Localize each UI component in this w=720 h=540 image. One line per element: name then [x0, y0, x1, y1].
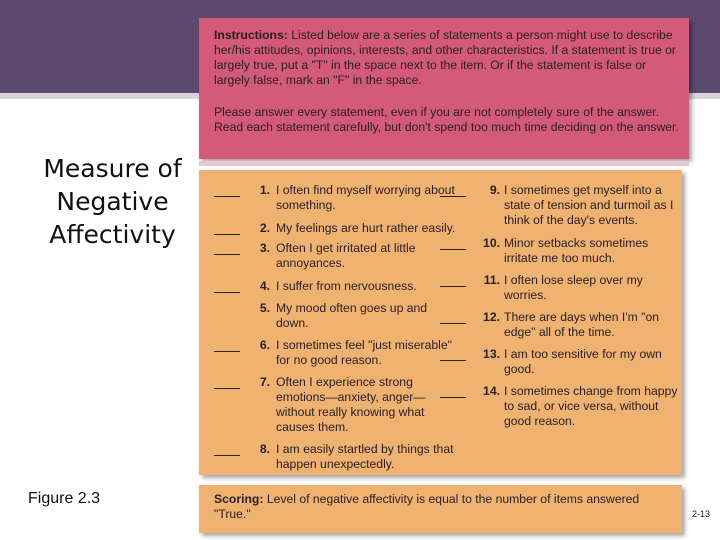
item-number: 5.	[259, 301, 270, 315]
item-number: 13.	[483, 347, 500, 361]
item-text: My feelings are hurt rather easily.	[276, 221, 456, 235]
item-text: I am too sensitive for my own good.	[504, 347, 662, 376]
item-number: 3.	[259, 241, 270, 255]
item-text: Often I get irritated at little annoyances.	[276, 241, 416, 270]
answer-blank	[440, 310, 466, 324]
items-panel	[199, 170, 682, 475]
item-text: I sometimes feel "just miserable" for no good reason.	[276, 338, 452, 367]
answer-blank	[214, 442, 240, 456]
item-text: My mood often goes up and down.	[276, 301, 428, 330]
answer-blank	[440, 384, 466, 398]
answer-blank	[214, 338, 240, 352]
item-number: 7.	[259, 375, 270, 389]
instructions-text: Listed below are a series of statements a person might use to describe her/his attitudes, opinions, interests, and other characteristics. If a statement is true or largely true, put a "T" in the space next to the item. Or if the statement is false or largely false, mark an "F" in the space.	[214, 28, 676, 87]
answer-blank	[440, 183, 466, 197]
item-number: 10.	[483, 236, 500, 250]
answer-blank	[214, 241, 240, 255]
instructions-paragraph	[214, 28, 679, 88]
scoring-heading: Scoring:	[214, 492, 264, 506]
answer-blank	[440, 273, 466, 287]
item-number: 8.	[259, 442, 270, 456]
item-number: 14.	[483, 384, 500, 398]
answer-blank	[214, 375, 240, 389]
item-number: 12.	[483, 310, 500, 324]
item-number: 6.	[259, 338, 270, 352]
scoring-panel	[199, 485, 682, 533]
instructions-paragraph-2: Please answer every statement, even if you are not completely sure of the answer. Read each statement carefully, but don't spend too much time deciding on the answer.	[214, 105, 679, 134]
item-number: 11.	[483, 273, 500, 287]
instructions-underline	[199, 161, 689, 166]
figure-caption: Figure 2.3	[28, 490, 101, 507]
item-text: I suffer from nervousness.	[276, 279, 417, 293]
item-text: There are days when I'm "on edge" all of the time.	[504, 310, 660, 339]
instructions-panel	[199, 18, 689, 159]
item-text: I sometimes change from happy to sad, or vice versa, without good reason.	[504, 384, 678, 428]
instructions-heading: Instructions:	[214, 28, 288, 42]
answer-blank	[440, 347, 466, 361]
item-text: I often lose sleep over my worries.	[504, 273, 643, 302]
page-number: 2-13	[692, 509, 711, 519]
item-text: I sometimes get myself into a state of tension and turmoil as I think of the day's events.	[504, 183, 674, 227]
answer-blank	[214, 279, 240, 293]
answer-blank	[440, 236, 466, 250]
item-number: 1.	[259, 183, 270, 197]
item-text: Minor setbacks sometimes irritate me too much.	[504, 236, 649, 265]
item-number: 9.	[489, 183, 500, 197]
slide-title	[20, 152, 205, 251]
scoring-paragraph	[214, 492, 674, 522]
title-line: Affectivity	[49, 220, 176, 249]
title-line: Measure of	[43, 154, 182, 183]
answer-blank	[214, 183, 240, 197]
answer-blank	[214, 221, 240, 235]
title-line: Negative	[56, 187, 169, 216]
item-number: 4.	[259, 279, 270, 293]
item-text: Often I experience strong emotions—anxiety, anger—without really knowing what causes them.	[276, 375, 426, 434]
item-text: I am easily startled by things that happen unexpectedly.	[276, 442, 454, 471]
item-number: 2.	[259, 221, 270, 235]
scoring-text: Level of negative affectivity is equal to the number of items answered "True."	[214, 492, 640, 521]
item-text: I often find myself worrying about something.	[276, 183, 455, 212]
